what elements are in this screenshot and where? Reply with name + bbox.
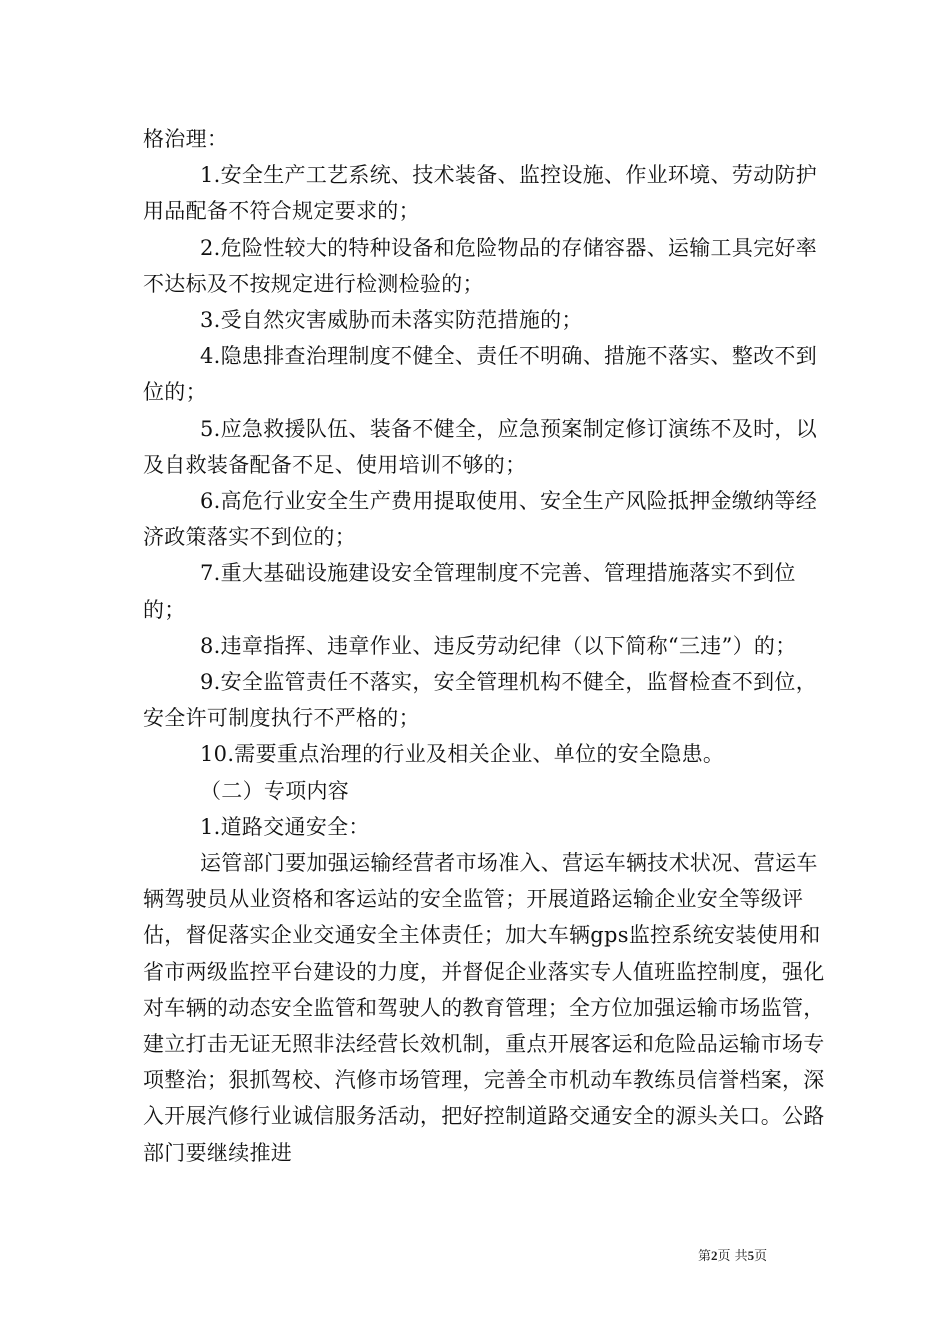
paragraph: 10.需要重点治理的行业及相关企业、单位的安全隐患。	[200, 742, 725, 767]
paragraph: 6.高危行业安全生产费用提取使用、安全生产风险抵押金缴纳等经济政策落实不到位的；	[143, 489, 818, 550]
footer-suffix: 页	[754, 1249, 768, 1264]
paragraph: 1.安全生产工艺系统、技术装备、监控设施、作业环境、劳动防护用品配备不符合规定要求的；	[143, 163, 818, 224]
page-footer	[698, 1248, 767, 1265]
paragraph: 7.重大基础设施建设安全管理制度不完善、管理措施落实不到位的；	[143, 561, 796, 622]
document-body	[143, 121, 833, 1171]
paragraph: 格治理：	[143, 127, 229, 151]
footer-middle: 页 共	[717, 1249, 748, 1264]
total-page-number: 5	[747, 1248, 755, 1263]
paragraph: 3.受自然灾害威胁而未落实防范措施的；	[200, 308, 583, 333]
paragraph: 2.危险性较大的特种设备和危险物品的存储容器、运输工具完好率不达标及不按规定进行检测检验的；	[143, 235, 818, 296]
paragraph: 8.违章指挥、违章作业、违反劳动纪律（以下简称“三违”）的；	[200, 633, 797, 658]
paragraph: 9.安全监管责任不落实，安全管理机构不健全，监督检查不到位，安全许可制度执行不严格的；	[143, 670, 818, 731]
paragraph: 5.应急救援队伍、装备不健全，应急预案制定修订演练不及时，以及自救装备配备不足、使用培训不够的；	[143, 416, 818, 477]
paragraph: 运管部门要加强运输经营者市场准入、营运车辆技术状况、营运车辆驾驶员从业资格和客运站的安全监管；开展道路运输企业安全等级评估，督促落实企业交通安全主体责任；加大车辆gps监控系统安装使用和省市两级监控平台建设的力度，并督促企业落实专人值班监控制度，强化对车辆的动态安全监管和驾驶人的教育管理；全方位加强运输市场监管，建立打击无证无照非法经营长效机制，重点开展客运和危险品运输市场专项整治；狠抓驾校、汽修市场管理，完善全市机动车教练员信誉档案，深入开展汽修行业诚信服务活动，把好控制道路交通安全的源头关口。公路部门要继续推进	[143, 851, 825, 1165]
paragraph: 4.隐患排查治理制度不健全、责任不明确、措施不落实、整改不到位的；	[143, 344, 818, 405]
paragraph: （二）专项内容	[200, 778, 350, 803]
current-page-number: 2	[711, 1248, 718, 1263]
paragraph: 1.道路交通安全：	[200, 814, 370, 839]
footer-prefix: 第	[698, 1249, 712, 1264]
